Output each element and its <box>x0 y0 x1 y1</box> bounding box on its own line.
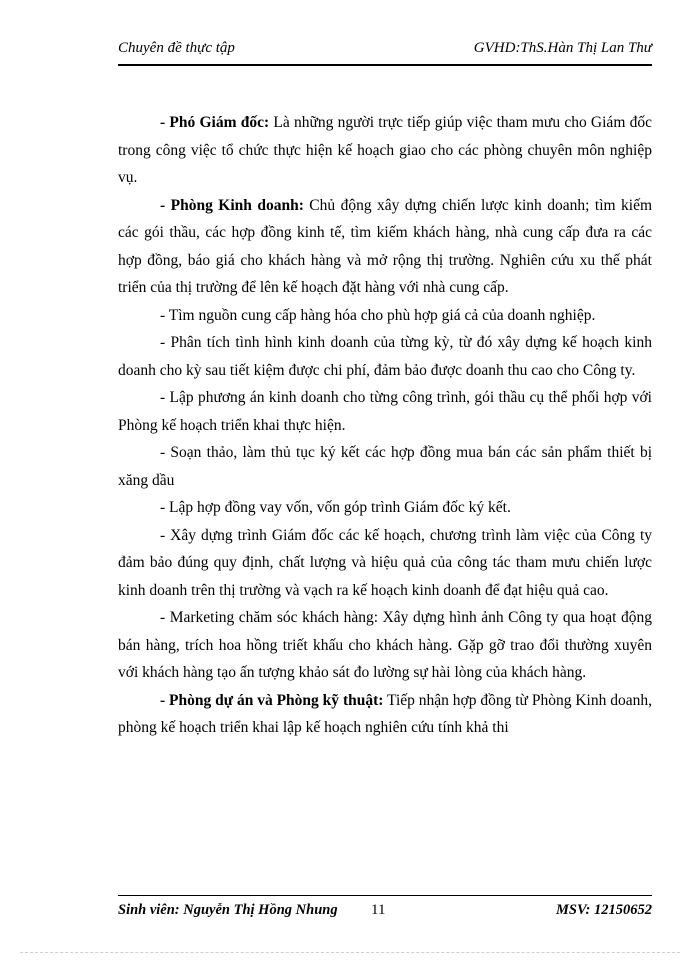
paragraph-text: Tiếp nhận hợp đồng từ Phòng Kinh doanh, phòng kế hoạch triển khai lập kế hoạch nghiên cứu tính khả thi <box>118 691 652 736</box>
footer-student-id: MSV: 12150652 <box>555 902 652 918</box>
paragraph-text: - Lập hợp đồng vay vốn, vốn góp trình Giám đốc ký kết. <box>160 499 511 516</box>
page-edge <box>20 952 680 953</box>
paragraph-lead: - Phòng dự án và Phòng kỹ thuật: <box>160 691 384 709</box>
paragraph-text: - Lập phương án kinh doanh cho từng công trình, gói thầu cụ thể phối hợp với Phòng kế hoạch triển khai thực hiện. <box>118 389 652 434</box>
paragraph-text: Chủ động xây dựng chiến lược kinh doanh; tìm kiếm các gói thầu, các hợp đồng kinh tế, tìm kiếm khách hàng, nhà cung cấp đưa ra các hợp đồng, báo giá cho khách hàng và mở rộng thị trường. Nghiên cứu xu thế phát triển của thị trường để lên kế hoạch đặt hàng với nhà cung cấp. <box>118 196 653 296</box>
paragraph-lead: - Phòng Kinh doanh: <box>160 196 304 214</box>
paragraph <box>118 302 652 330</box>
header-divider <box>118 64 652 66</box>
paragraph-text: - Soạn thảo, làm thủ tục ký kết các hợp đồng mua bán các sản phẩm thiết bị xăng dầu <box>118 444 652 489</box>
paragraph <box>118 384 652 439</box>
paragraph <box>118 329 652 384</box>
header-advisor: GVHD:ThS.Hàn Thị Lan Thư <box>473 40 652 56</box>
paragraph <box>118 687 652 742</box>
paragraph <box>118 109 652 192</box>
paragraph-text: - Marketing chăm sóc khách hàng: Xây dựng hình ảnh Công ty qua hoạt động bán hàng, trích hoa hồng triết khấu cho khách hàng. Gặp gỡ trao đổi thường xuyên với khách hàng tạo ấn tượng khảo sát đo lường sự hài lòng của khách hàng. <box>118 609 652 681</box>
page-footer <box>118 900 652 924</box>
page-header <box>118 40 652 66</box>
footer-divider <box>118 895 652 896</box>
paragraph-text: - Phân tích tình hình kinh doanh của từng kỳ, từ đó xây dựng kế hoạch kinh doanh cho kỳ sau tiết kiệm được chi phí, đảm bảo được doanh thu cao cho Công ty. <box>118 334 652 379</box>
header-title: Chuyên đề thực tập <box>118 40 235 56</box>
paragraph <box>118 192 652 302</box>
paragraph <box>118 604 652 687</box>
document-body <box>118 109 652 742</box>
paragraph <box>118 439 652 494</box>
paragraph-text: Là những người trực tiếp giúp việc tham mưu cho Giám đốc trong công việc tổ chức thực hiện kế hoạch giao cho các phòng chuyên môn nghiệp vụ. <box>118 114 652 186</box>
paragraph <box>118 522 652 605</box>
footer-student: Sinh viên: Nguyễn Thị Hồng Nhung <box>118 902 338 918</box>
paragraph-text: - Xây dựng trình Giám đốc các kế hoạch, chương trình làm việc của Công ty đảm bảo đúng quy định, chất lượng và hiệu quả của công tác tham mưu chiến lược kinh doanh trên thị trường và vạch ra kế hoạch kinh doanh để đạt hiệu quả cao. <box>118 526 652 599</box>
page-number: 11 <box>371 902 386 918</box>
paragraph <box>118 494 652 522</box>
paragraph-text: - Tìm nguồn cung cấp hàng hóa cho phù hợp giá cả của doanh nghiệp. <box>160 306 596 324</box>
paragraph-lead: - Phó Giám đốc: <box>160 114 270 131</box>
